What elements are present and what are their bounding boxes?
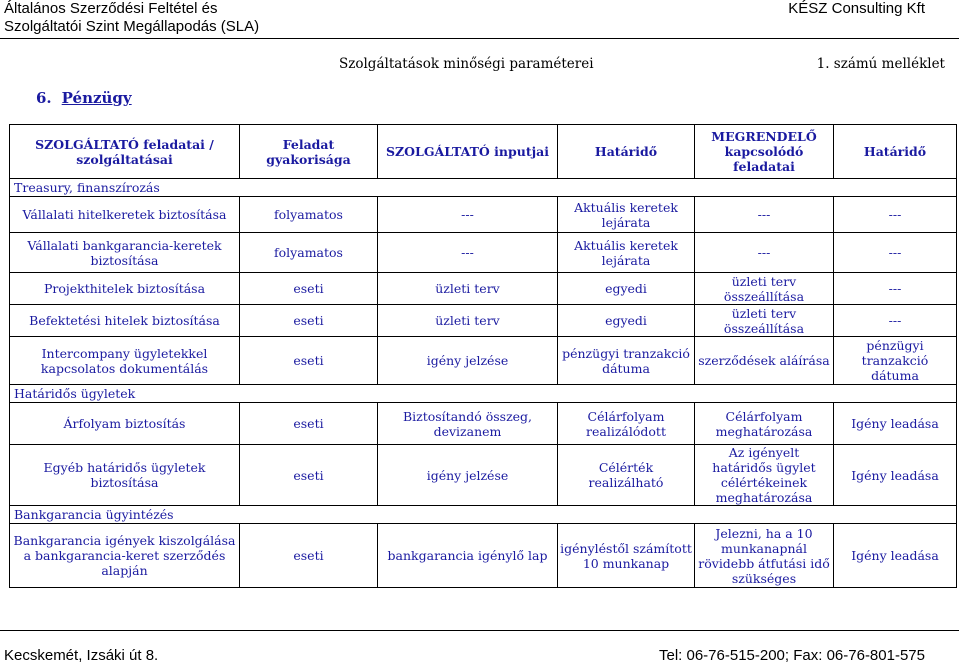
client-deadline-cell: Igény leadása [834,445,957,506]
annex-label: 1. számú melléklet [816,56,945,72]
input-cell: üzleti terv [378,273,558,305]
frequency-cell: eseti [240,305,378,337]
deadline-cell: Aktuális keretek lejárata [558,233,695,273]
client-deadline-cell: Igény leadása [834,403,957,445]
table-row [10,273,957,305]
service-cell: Árfolyam biztosítás [10,403,240,445]
footer-address: Kecskemét, Izsáki út 8. [4,647,159,664]
document-title [4,0,259,36]
input-cell: --- [378,233,558,273]
service-quality-table [9,124,957,588]
section-number: 6. [36,89,52,107]
deadline-cell: Célárfolyam realizálódott [558,403,695,445]
frequency-cell: eseti [240,445,378,506]
input-cell: --- [378,197,558,233]
frequency-cell: eseti [240,524,378,588]
document-title-line1: Általános Szerződési Feltétel és [4,0,218,17]
group-label: Bankgarancia ügyintézés [10,506,957,524]
table-header-row [10,125,957,179]
client-deadline-cell: --- [834,197,957,233]
table-row [10,445,957,506]
deadline-cell: pénzügyi tranzakció dátuma [558,337,695,385]
client-deadline-cell: Igény leadása [834,524,957,588]
service-cell: Egyéb határidős ügyletek biztosítása [10,445,240,506]
input-cell: igény jelzése [378,337,558,385]
service-cell: Projekthitelek biztosítása [10,273,240,305]
table-row [10,305,957,337]
frequency-cell: eseti [240,273,378,305]
deadline-cell: Célérték realizálható [558,445,695,506]
footer-phone: Tel: 06-76-515-200; Fax: 06-76-801-575 [658,647,925,664]
client-task-cell: --- [695,233,834,273]
client-task-cell: üzleti terv összeállítása [695,305,834,337]
frequency-cell: eseti [240,403,378,445]
client-deadline-cell: --- [834,273,957,305]
deadline-cell: egyedi [558,273,695,305]
table-row [10,197,957,233]
deadline-cell: igényléstől számított 10 munkanap [558,524,695,588]
client-task-cell: Jelezni, ha a 10 munkanapnál rövidebb átfutási idő szükséges [695,524,834,588]
group-label: Határidős ügyletek [10,385,957,403]
input-cell: bankgarancia igénylő lap [378,524,558,588]
column-header: Határidő [558,125,695,179]
table-row [10,233,957,273]
column-header: MEGRENDELŐ kapcsolódó feladatai [695,125,834,179]
client-task-cell: --- [695,197,834,233]
client-task-cell: Az igényelt határidős ügylet célértékeinek meghatározása [695,445,834,506]
deadline-cell: Aktuális keretek lejárata [558,197,695,233]
frequency-cell: eseti [240,337,378,385]
column-header: Határidő [834,125,957,179]
document-subtitle: Szolgáltatások minőségi paraméterei [339,56,594,72]
frequency-cell: folyamatos [240,197,378,233]
service-cell: Bankgarancia igények kiszolgálása a bankgarancia-keret szerződés alapján [10,524,240,588]
table-row [10,524,957,588]
input-cell: Biztosítandó összeg, devizanem [378,403,558,445]
table-row [10,403,957,445]
section-title: Pénzügy [61,89,132,107]
header-divider [0,38,959,39]
service-cell: Intercompany ügyletekkel kapcsolatos dokumentálás [10,337,240,385]
service-cell: Befektetési hitelek biztosítása [10,305,240,337]
input-cell: üzleti terv [378,305,558,337]
column-header: SZOLGÁLTATÓ feladatai / szolgáltatásai [10,125,240,179]
client-task-cell: szerződések aláírása [695,337,834,385]
service-cell: Vállalati hitelkeretek biztosítása [10,197,240,233]
company-name: KÉSZ Consulting Kft [788,0,925,17]
footer-divider [0,630,959,631]
table-row [10,337,957,385]
client-deadline-cell: --- [834,233,957,273]
document-title-line2: Szolgáltatói Szint Megállapodás (SLA) [4,18,260,35]
client-deadline-cell: pénzügyi tranzakció dátuma [834,337,957,385]
group-label: Treasury, finanszírozás [10,179,957,197]
frequency-cell: folyamatos [240,233,378,273]
column-header: SZOLGÁLTATÓ inputjai [378,125,558,179]
deadline-cell: egyedi [558,305,695,337]
client-deadline-cell: --- [834,305,957,337]
input-cell: igény jelzése [378,445,558,506]
column-header: Feladat gyakorisága [240,125,378,179]
client-task-cell: Célárfolyam meghatározása [695,403,834,445]
service-cell: Vállalati bankgarancia-keretek biztosítása [10,233,240,273]
section-heading [36,89,132,107]
client-task-cell: üzleti terv összeállítása [695,273,834,305]
